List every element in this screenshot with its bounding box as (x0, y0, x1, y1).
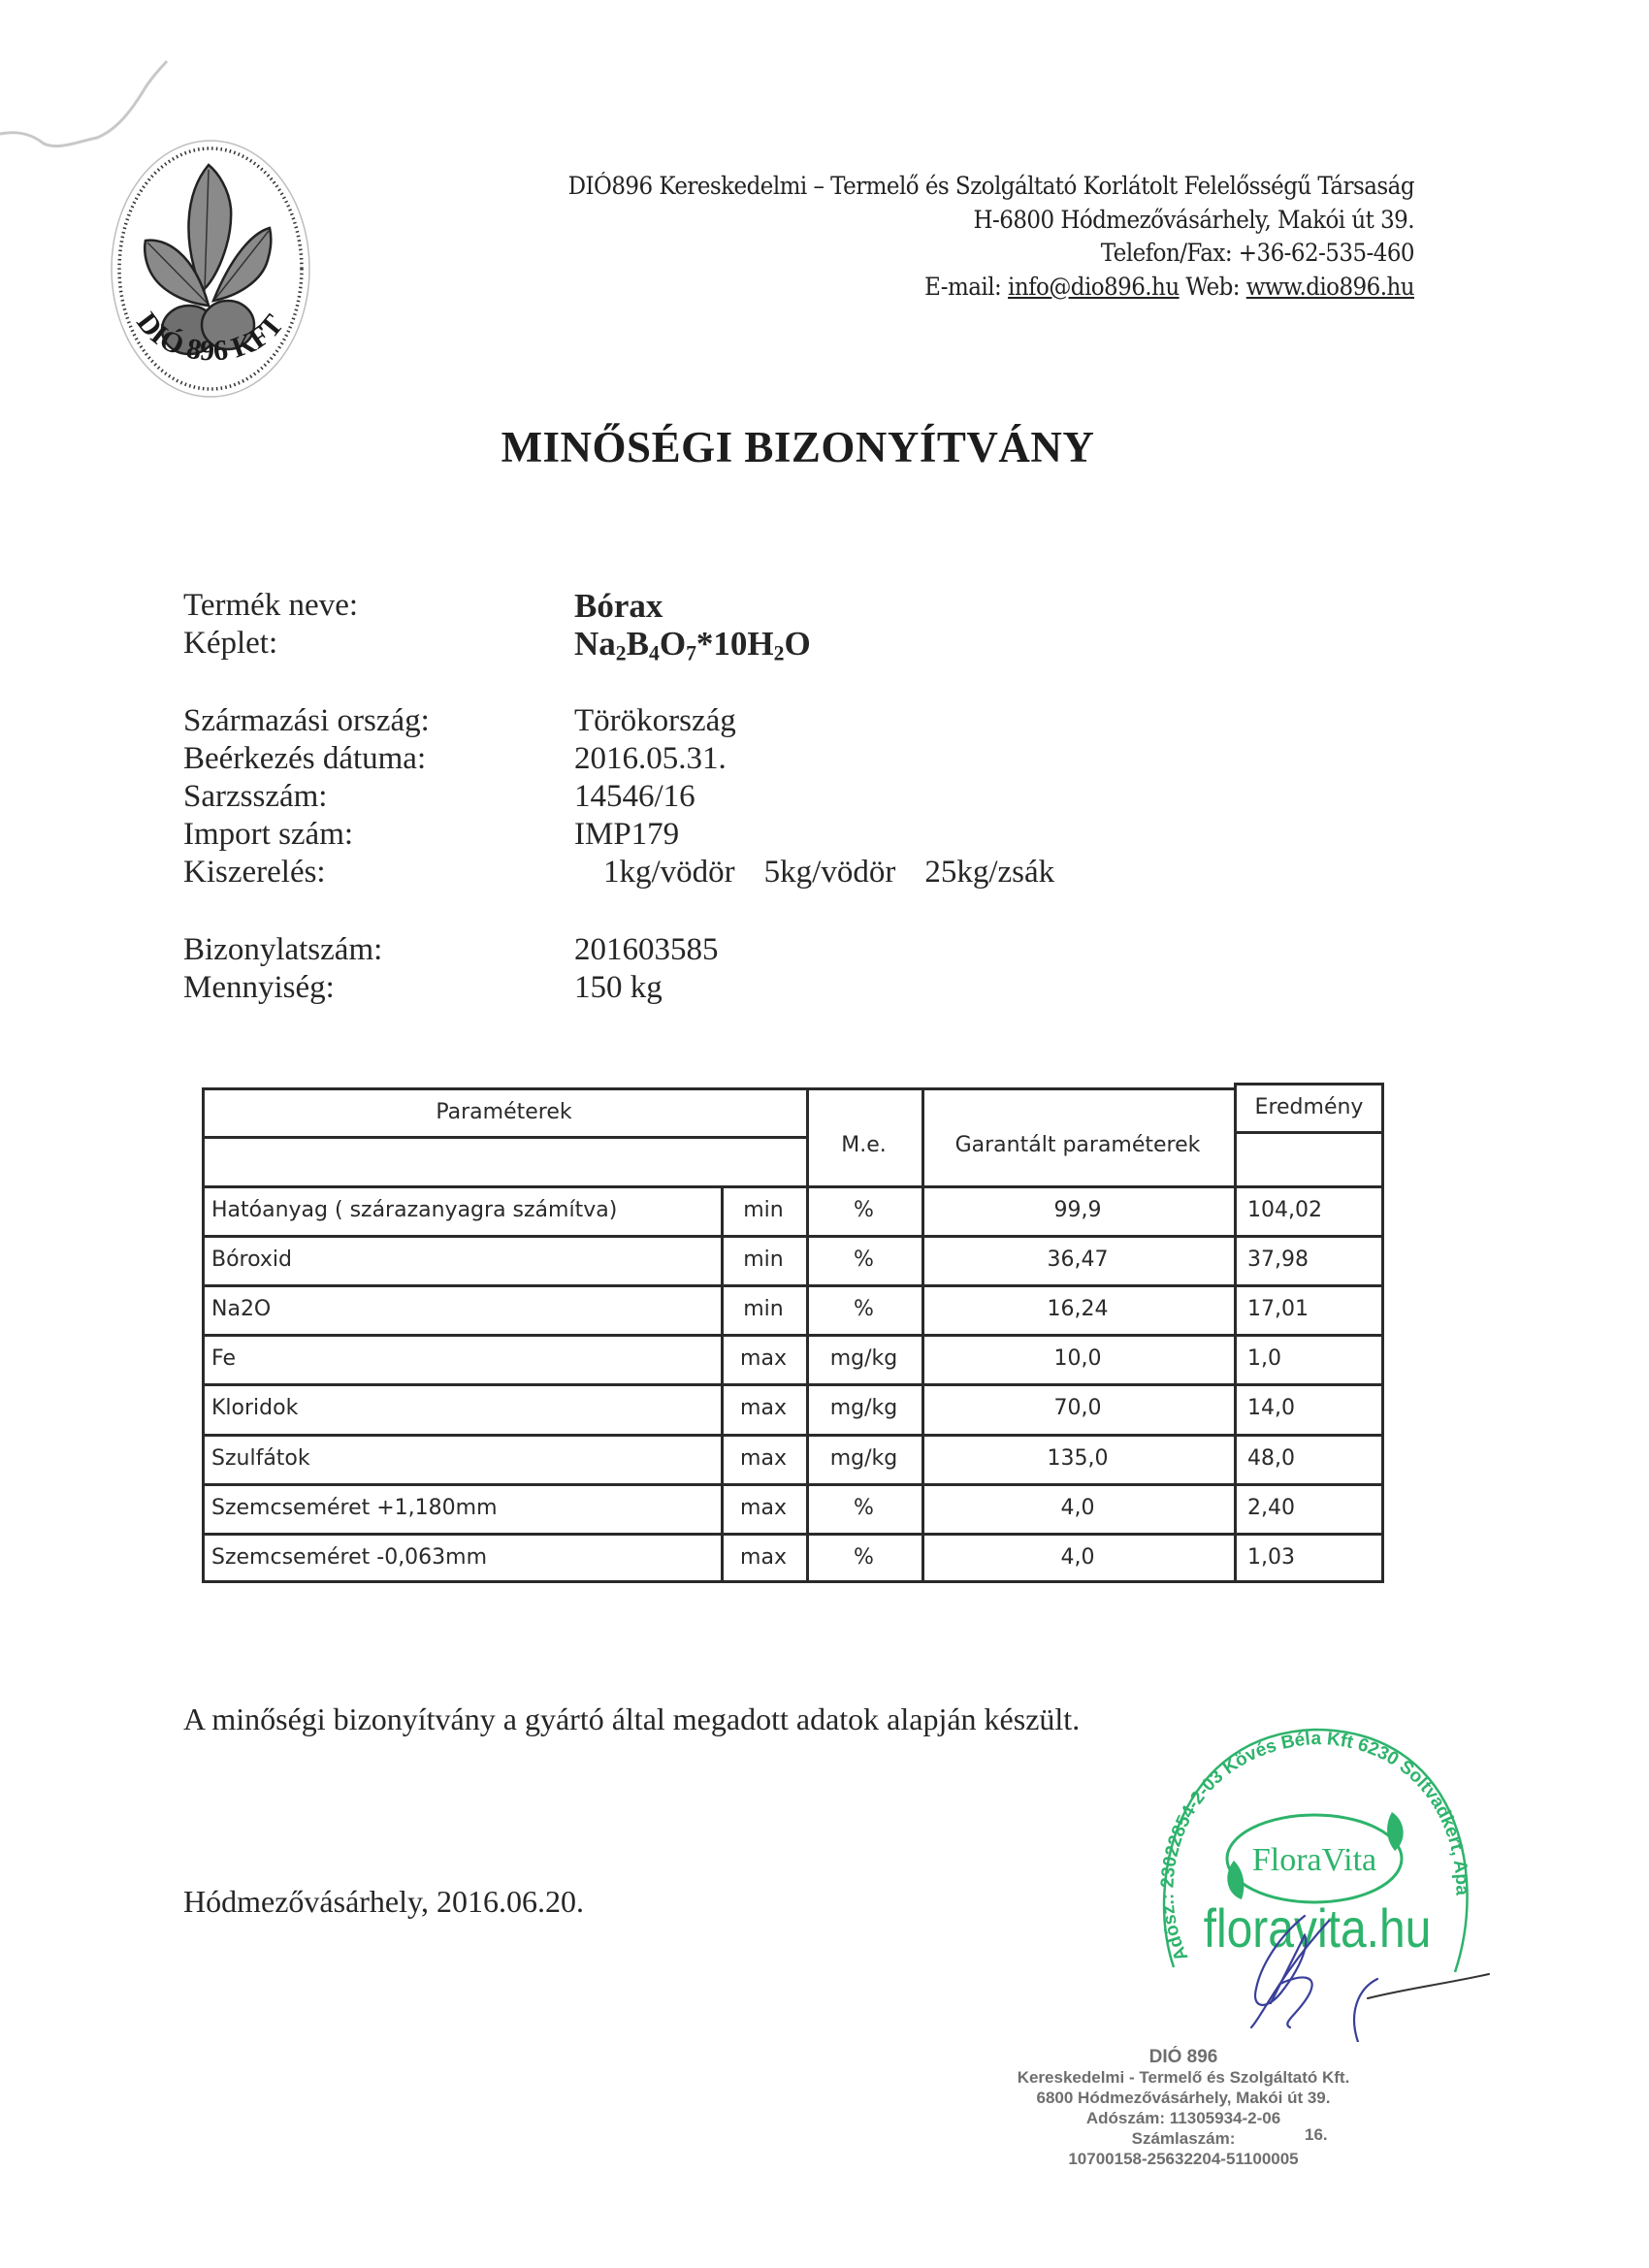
guaranteed-cell: 4,0 (1060, 1495, 1095, 1520)
quantity-row (183, 969, 1113, 1007)
certificate-note: A minőségi bizonyítvány a gyártó által megadott adatok alapján készült. (183, 1701, 1081, 1736)
result-cell: 104,02 (1247, 1198, 1322, 1223)
header-parameters: Paraméterek (436, 1100, 572, 1124)
company-name: DIÓ896 Kereskedelmi – Termelő és Szolgáltató Korlátolt Felelősségű Társaság (567, 172, 1414, 200)
result-cell: 1,03 (1247, 1544, 1295, 1570)
guaranteed-cell: 36,47 (1047, 1247, 1109, 1273)
detail-value: Törökország (574, 703, 736, 738)
email-link[interactable]: info@dio896.hu (1008, 272, 1180, 301)
result-cell: 48,0 (1247, 1445, 1295, 1471)
company-contact (443, 271, 1414, 305)
parameters-table (202, 1087, 1384, 1582)
unit-cell: % (854, 1544, 874, 1570)
limit-cell: max (740, 1346, 787, 1372)
guaranteed-cell: 135,0 (1047, 1445, 1109, 1471)
unit-cell: mg/kg (829, 1445, 898, 1471)
packaging-label: Kiszerelés: (183, 855, 326, 890)
company-logo (107, 136, 315, 403)
param-name-cell: Szemcseméret +1,180mm (211, 1495, 498, 1520)
detail-row (183, 702, 1113, 740)
unit-cell: % (854, 1297, 874, 1322)
quantity-label: Mennyiség: (183, 970, 335, 1005)
limit-cell: max (740, 1495, 787, 1520)
stamp-line: 6800 Hódmezővásárhely, Makói út 39. (1036, 2089, 1331, 2107)
stamp-line: DIÓ 896 (1148, 2047, 1218, 2067)
place-and-date: Hódmezővásárhely, 2016.06.20. (183, 1884, 584, 1919)
packaging-option: 25kg/zsák (924, 855, 1055, 890)
document-number-row (183, 931, 1113, 969)
company-stamp (980, 2047, 1387, 2169)
document-number-value: 201603585 (574, 932, 719, 967)
result-cell: 2,40 (1247, 1495, 1295, 1520)
param-name-cell: Na2O (211, 1297, 272, 1322)
phone-value: +36-62-535-460 (1238, 239, 1414, 267)
detail-value: IMP179 (574, 817, 680, 852)
param-name-cell: Bóroxid (211, 1247, 292, 1273)
param-name-cell: Kloridok (211, 1396, 299, 1421)
detail-row (183, 778, 1113, 816)
detail-value: 14546/16 (574, 779, 695, 814)
packaging-options (603, 854, 1083, 891)
unit-cell: % (854, 1495, 874, 1520)
letterhead (443, 170, 1414, 304)
detail-label: Származási ország: (183, 703, 430, 738)
packaging-option: 5kg/vödör (763, 855, 896, 890)
product-info (183, 587, 1113, 1007)
guaranteed-cell: 16,24 (1047, 1297, 1109, 1322)
param-name-cell: Fe (211, 1346, 236, 1372)
param-name-cell: Szemcseméret -0,063mm (211, 1544, 488, 1570)
formula-value: $Na_2B_4O_7*10H_2O$ (574, 625, 811, 665)
formula-label: Képlet: (183, 626, 278, 661)
unit-cell: mg/kg (829, 1396, 898, 1421)
stamp-line: Számlaszám: (1131, 2129, 1236, 2148)
header-result: Eredmény (1254, 1094, 1364, 1119)
limit-cell: min (743, 1297, 784, 1322)
packaging-option: 1kg/vödör (603, 855, 735, 890)
svg-text:floravita.hu: floravita.hu (1203, 1898, 1432, 1959)
header-guaranteed: Garantált paraméterek (954, 1133, 1201, 1157)
stamp-line: Kereskedelmi - Termelő és Szolgáltató Kft. (1017, 2068, 1350, 2087)
stamp-number: 16. (1305, 2125, 1328, 2144)
email-label: E-mail: (924, 272, 1002, 301)
company-address: H-6800 Hódmezővásárhely, Makói út 39. (973, 205, 1414, 234)
phone-label: Telefon/Fax: (1100, 239, 1233, 267)
company-phone (443, 237, 1414, 271)
guaranteed-cell: 70,0 (1053, 1396, 1102, 1421)
product-name-label: Termék neve: (183, 588, 359, 623)
unit-cell: mg/kg (829, 1346, 898, 1372)
packaging-row (183, 854, 1113, 891)
unit-cell: % (854, 1247, 874, 1273)
limit-cell: max (740, 1396, 787, 1421)
detail-row (183, 816, 1113, 854)
svg-text:Adósz.: 23022854-2-03 Kövés Bé: Adósz.: 23022854-2-03 Kövés Béla Kft 6230 Soltvadkert, Apa (1157, 1728, 1472, 1964)
product-name-row (183, 587, 1113, 625)
detail-label: Import szám: (183, 817, 354, 852)
web-link[interactable]: www.dio896.hu (1245, 272, 1414, 301)
detail-label: Beérkezés dátuma: (183, 741, 427, 776)
result-cell: 37,98 (1247, 1247, 1309, 1273)
param-name-cell: Hatóanyag ( szárazanyagra számítva) (211, 1198, 618, 1223)
limit-cell: max (740, 1445, 787, 1471)
limit-cell: min (743, 1198, 784, 1223)
detail-value: 2016.05.31. (574, 741, 727, 776)
param-name-cell: Szulfátok (211, 1445, 310, 1471)
svg-text:FloraVita: FloraVita (1251, 1842, 1377, 1878)
formula-row (183, 625, 1113, 663)
limit-cell: min (743, 1247, 784, 1273)
stamp-line: 10700158-25632204-51100005 (1068, 2150, 1299, 2168)
page-title: MINŐSÉGI BIZONYÍTVÁNY (501, 423, 1095, 471)
quantity-value: 150 kg (574, 970, 663, 1005)
unit-cell: % (854, 1198, 874, 1223)
detail-row (183, 740, 1113, 778)
product-name-value: Bórax (574, 587, 663, 625)
detail-label: Sarzsszám: (183, 779, 328, 814)
svg-text:DIÓ 896 KFT: DIÓ 896 KFT (130, 307, 290, 368)
walnut-leaves-icon (107, 136, 315, 403)
document-number-label: Bizonylatszám: (183, 932, 383, 967)
guaranteed-cell: 99,9 (1053, 1198, 1102, 1223)
result-cell: 1,0 (1247, 1346, 1281, 1372)
stamp-line: Adószám: 11305934-2-06 (1085, 2109, 1281, 2127)
result-cell: 14,0 (1247, 1396, 1295, 1421)
result-cell: 17,01 (1247, 1297, 1309, 1322)
guaranteed-cell: 10,0 (1053, 1346, 1102, 1372)
guaranteed-cell: 4,0 (1060, 1544, 1095, 1570)
header-unit: M.e. (841, 1133, 887, 1157)
signature (1222, 1906, 1494, 2042)
limit-cell: max (740, 1544, 787, 1570)
web-label: Web: (1185, 272, 1240, 301)
